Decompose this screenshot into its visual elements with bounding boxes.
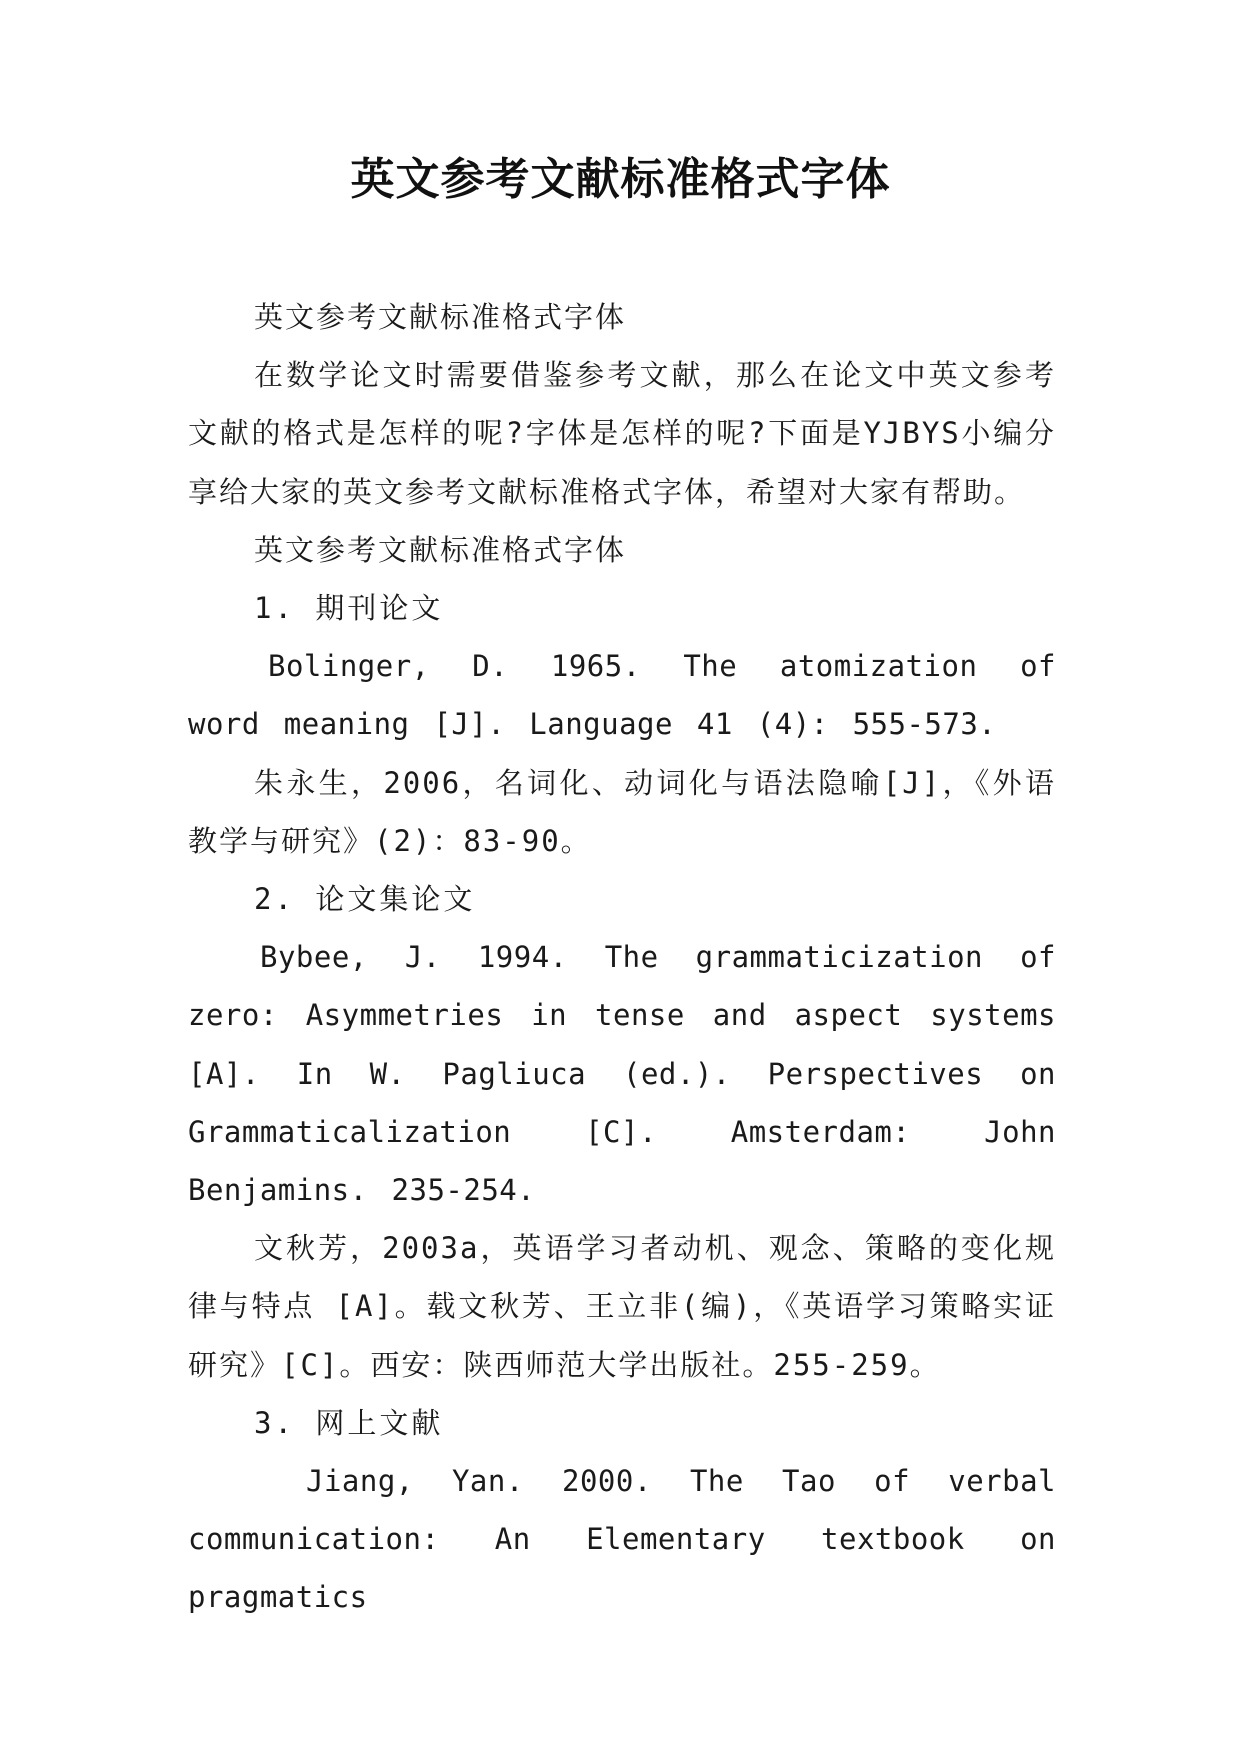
reference-entry: Bolinger, D. 1965. The atomization of word meaning [J]. Language 41 (4): 555-573. [188, 649, 1056, 742]
document-body [188, 288, 1056, 1627]
section-heading-online: 3. 网上文献 [254, 1405, 444, 1440]
reference-entry: Jiang, Yan. 2000. The Tao of verbal communication: An Elementary textbook on pragmatics [188, 1464, 1056, 1615]
section-heading-journal: 1. 期刊论文 [254, 591, 444, 626]
reference-entry: 文秋芳，2003a，英语学习者动机、观念、策略的变化规律与特点 [A]。载文秋芳、王立非(编)，《英语学习策略实证研究》[C]。西安：陕西师范大学出版社。255-259。 [188, 1231, 1056, 1382]
paragraph-subtitle-repeat: 英文参考文献标准格式字体 [254, 532, 627, 567]
reference-entry: Bybee, J. 1994. The grammaticization of zero: Asymmetries in tense and aspect systems [A]. In W. Pagliuca (ed.). Perspectives on Grammaticalization [C]. Amsterdam: John Benjamins. 235-254. [188, 940, 1056, 1208]
document-title: 英文参考文献标准格式字体 [350, 154, 891, 205]
reference-entry: 朱永生，2006，名词化、动词化与语法隐喻[J]，《外语教学与研究》(2)：83-90。 [188, 765, 1056, 858]
paragraph-intro: 在数学论文时需要借鉴参考文献，那么在论文中英文参考文献的格式是怎样的呢?字体是怎样的呢?下面是YJBYS小编分享给大家的英文参考文献标准格式字体，希望对大家有帮助。 [188, 358, 1056, 509]
paragraph-subtitle: 英文参考文献标准格式字体 [254, 300, 627, 334]
section-heading-proceedings: 2. 论文集论文 [254, 882, 476, 917]
